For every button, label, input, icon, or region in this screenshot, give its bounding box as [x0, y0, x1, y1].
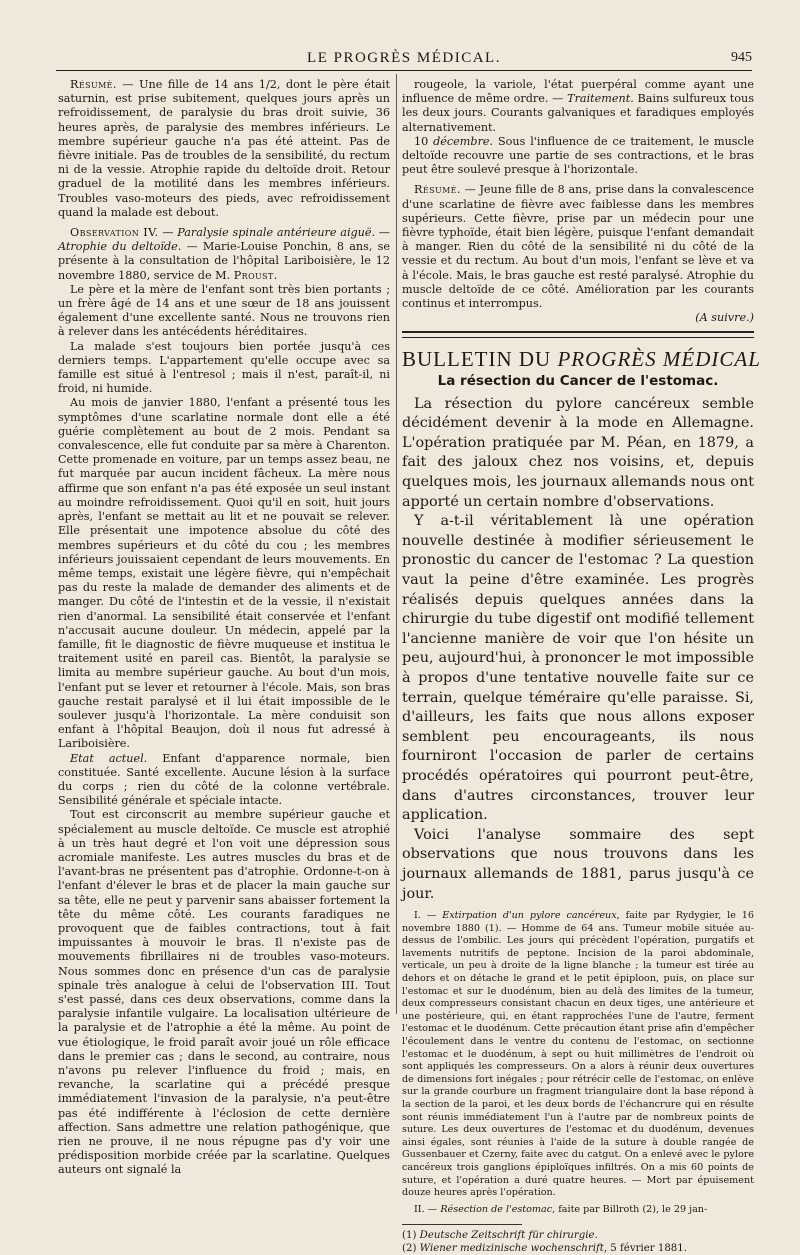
- resume2-text: — Jeune fille de 8 ans, prise dans la convalescence d'une scarlatine de fièvre avec faiblesse dans les membres supérieurs. Cette fièvre, prise par un médecin pour une fièvre typhoïde, était bien légère, puisque l'enfant demandait à manger. Rien du côté de la sensibilité ni du côté de la vessie et du rectum. Au bout d'un mois, l'enfant se lève et va à l'école. Mais, le bras gauche est resté paralysé. Atrophie du muscle deltoïde de ce côté. Amélioration par les courants continus et interrompus.: [402, 183, 754, 311]
- observation-author: Proust: [233, 268, 274, 282]
- footnote-2-source: Wiener medizinische wochenschrift: [419, 1243, 604, 1255]
- bulletin-prefix: BULLETIN DU: [402, 347, 558, 372]
- observation-intro: — Marie-Louise Ponchin, 8 ans, se présente à la consultation de l'hôpital Lariboisière, le 12 novembre 1880, service de M.: [58, 240, 391, 282]
- bulletin-paragraph-1: La résection du pylore cancéreux semble décidément devenir à la mode en Allemagne. L'opération pratiquée par M. Péan, en 1879, a fait des jaloux chez nos voisins, et, depuis quelques mois, les journaux allemands nous ont apporté un certain nombre d'observations.: [402, 395, 754, 510]
- paragraph-scarlatine: Au mois de janvier 1880, l'enfant a présenté tous les symptômes d'une scarlatine normale dont elle a été guérie complètement au bout de 2 mois. Pendant sa convalescence, elle fut conduite par sa mère à Charenton. Cette promenade en voiture, par un temps assez beau, ne fut marquée par aucun incident fâcheux. La mère nous affirme que son enfant n'a pas été exposée un seul instant au moindre refroidissement. Quoi qu'il en soit, huit jours après, l'enfant se mettait au lit et ne pouvait se relever. Elle présentait une impotence absolue du côté des membres supérieurs et du côté du cou ; les membres inférieurs jouissaient cependant de leurs mouvements. En même temps, existait une légère fièvre, qui n'empêchait pas du reste la malade de demander des aliments et de manger. Du côté de l'intestin et de la vessie, il n'existait rien d'anormal. La sensibilité était conservée et l'enfant n'accusait aucune douleur. Un médecin, appelé par la famille, fit le diagnostic de fièvre muqueuse et institua le traitement usité en pareil cas. Bientôt, la paralysie se limita au membre supérieur gauche. Au bout d'un mois, l'enfant put se lever et retourner à l'école. Mais, son bras gauche restait paralysé et il lui était impossible de le soulever jusqu'à l'horizontale. La mère conduisit son enfant à l'hôpital Beaujon, doù il nous fut adressé à Lariboisière.: [58, 396, 390, 751]
- footnote-1: [402, 1229, 754, 1242]
- footnote-1-source: Deutsche Zeitschrift für chirurgie.: [419, 1230, 598, 1242]
- case-2-title: Résection de l'estomac: [440, 1203, 553, 1215]
- a-suivre: (A suivre.): [695, 311, 754, 325]
- continuation-text: rougeole, la variole, l'état puerpéral comme ayant une influence de même ordre. —: [402, 78, 754, 106]
- bulletin-paragraph-3: Voici l'analyse sommaire des sept observations que nous trouvons dans les journaux allemands de 1881, parus jusqu'à ce jour.: [402, 826, 754, 902]
- footnote-2-number: (2): [402, 1243, 420, 1255]
- observation-label: Observation IV.: [70, 226, 159, 240]
- footnote-2-date: , 5 février 1881.: [603, 1243, 688, 1255]
- resume2-paragraph: [402, 183, 754, 311]
- resume-paragraph: [58, 78, 390, 220]
- traitement-text: Bains sulfureux tous les deux jours. Courants galvaniques et faradiques employés alternativement.: [402, 92, 754, 134]
- column-divider: [396, 74, 397, 1014]
- december-day: 10: [414, 134, 434, 148]
- paragraph-deltoid: Tout est circonscrit au membre supérieur gauche et spécialement au muscle deltoïde. Ce muscle est atrophié à un très haut degré et l'on voit une dépression sous acromiale manifeste. Les autres muscles du bras et de l'avant-bras ne présentent pas d'atrophie. Ordonne-t-on à l'enfant d'élever le bras et de placer la main gauche sur sa tête, elle ne peut y parvenir sans abaisser fortement la tête du même côté. Les courants faradiques ne provoquent que de faibles contractions, tout à fait impuissantes à mouvoir le bras. Il n'existe pas de mouvements fibrillaires ni de troubles vaso-moteurs. Nous sommes donc en présence d'un cas de paralysie spinale très analogue à celui de l'observation III. Tout s'est passé, dans ces deux observations, comme dans la paralysie infantile vulgaire. La localisation ultérieure de la paralysie et de l'atrophie a été la même. Au point de vue étiologique, le froid paraît avoir joué un rôle efficace dans le premier cas ; dans le second, au contraire, nous n'avons pu relever l'influence du froid ; mais, en revanche, la scarlatine qui a précédé presque immédiatement l'invasion de la paralysie, n'a peut-être pas été indifférente à l'éclosion de cette dernière affection. Sans admettre une relation pathogénique, que rien ne prouve, il ne nous répugne pas d'y voir une prédisposition morbide créée par la scarlatine. Quelques auteurs ont signalé la: [58, 808, 390, 1177]
- resume-text: — Une fille de 14 ans 1/2, dont le père était saturnin, est prise subitement, quelques jours après un refroidissement, de paralysie du bras droit suivie, 36 heures après, de paralysie des membres inférieurs. Le membre supérieur gauche n'a pas été atteint. Pas de fièvre initiale. Pas de troubles de la sensibilité, du rectum ni de la vessie. Atrophie rapide du deltoïde droit. Retour graduel de la motilité dans les membres inférieurs. Troubles vaso-moteurs des pieds, avec refroidissement quand la malade est debout.: [58, 78, 390, 219]
- section-rule: [402, 331, 754, 338]
- footnote-rule: [402, 1224, 522, 1225]
- paragraph-family: Le père et la mère de l'enfant sont très bien portants ; un frère âgé de 14 ans et une sœur de 18 ans jouissent également d'une excellente santé. Nous ne trouvons rien à relever dans les antécédents héréditaires.: [58, 282, 390, 339]
- case-2-number: II. —: [414, 1203, 441, 1215]
- december-label: décembre: [433, 134, 490, 148]
- page-number: 945: [731, 50, 752, 65]
- etat-text: Enfant d'apparence normale, bien constituée. Santé excellente. Aucune lésion à la surface du corps ; rien du côté de la colonne vertébrale. Sensibilité générale et spéciale intacte.: [58, 751, 390, 808]
- etat-label: Etat actuel.: [70, 751, 148, 765]
- case-2-text: , faite par Billroth (2), le 29 jan-: [552, 1203, 708, 1215]
- case-1-text: — Homme de 64 ans. Tumeur mobile située au-dessus de l'ombilic. Les jours qui précèdent l'opération, purgatifs et lavements nutritifs de peptone. Incision de la paroi abdominale, verticale, un peu à droite de la ligne blanche ; la tumeur est tirée au dehors et on détache le grand et le petit épiploon, puis, on place sur l'estomac et sur le duodénum, bien au delà des limites de la tumeur, deux compresseurs consistant chacun en deux tiges, une antérieure et une postérieure, qui, en étant rapprochées l'une de l'autre, ferment l'estomac et le duodénum. Cette précaution étant prise afin d'empêcher l'écoulement dans le ventre du contenu de l'estomac, on sectionne l'estomac et le duodénum, à sept ou huit millimètres de l'endroit où sont appliqués les compresseurs. On a alors à réunir deux ouvertures de dimensions fort inégales ; pour rétrécir celle de l'estomac, on enlève sur la grande courbure un fragment triangulaire dont la base répond à la section de la paroi, et les deux bords de l'échancrure qui en résulte sont réunis immédiatement l'un à l'autre par de nombreux points de suture. Les deux ouvertures de l'estomac et du duodénum, devenues ainsi égales, sont réunies à l'aide de la suture à double rangée de Gussenbauer et Czerny, faite avec du catgut. On a enlevé avec le pylore cancéreux trois ganglions épiploïques infiltrés. On a mis 60 points de suture, et l'opération a duré quatre heures. — Mort par épuisement douze heures après l'opération.: [402, 922, 754, 1199]
- running-head: [56, 48, 752, 71]
- bulletin-paragraph-2: Y a-t-il véritablement là une opération nouvelle destinée à modifier sérieusement le pronostic du cancer de l'estomac ? La question vaut la peine d'être examinée. Les progrès réalisés depuis quelques années dans la chirurgie du tube digestif ont modifié tellement l'ancienne manière de voir que l'on hésite un peu, aujourd'hui, à prononcer le mot impossible à propos d'une tentative nouvelle faite sur ce terrain, quelque téméraire qu'elle paraisse. Si, d'ailleurs, les faits que nous allons exposer semblent peu encourageants, ils nous fourniront l'occasion de parler de certains procédés opératoires qui pourront peut-être, dans d'autres circonstances, trouver leur application.: [402, 513, 754, 824]
- case-1-number: I. —: [414, 910, 443, 922]
- paragraph-etat-actuel: [58, 752, 390, 809]
- journal-title: LE PROGRÈS MÉDICAL.: [307, 50, 501, 66]
- right-column: [402, 78, 761, 1255]
- case-1-title: Extirpation d'un pylore cancéreux: [442, 910, 617, 922]
- paragraph-history: La malade s'est toujours bien portée jusqu'à ces derniers temps. L'appartement qu'elle occupe avec sa famille est situé à l'entresol ; mais il n'est, paraît-il, ni froid, ni humide.: [58, 339, 390, 396]
- case-1-author: , faite par Rydygier, le 16 novembre 1880 (1).: [402, 910, 754, 934]
- resume-label: Résumé.: [70, 78, 117, 91]
- article-subtitle: La résection du Cancer de l'estomac.: [437, 373, 719, 390]
- traitement-label: Traitement.: [567, 92, 634, 106]
- continuation-paragraph: [402, 78, 754, 135]
- resume2-label: Résumé.: [414, 183, 461, 197]
- footnote-2: [402, 1242, 754, 1255]
- observation-title: — Paralysie spinale antérieure aiguë. — Atrophie du deltoïde.: [58, 226, 390, 254]
- observation-intro-end: .: [273, 268, 278, 282]
- bulletin-italic: PROGRÈS MÉDICAL: [557, 347, 761, 372]
- case-2: [402, 1204, 754, 1217]
- case-1: [402, 910, 754, 1200]
- december-text: . Sous l'influence de ce traitement, le muscle deltoïde recouvre une partie de ses contractions, et le bras peut être soulevé presque à l'horizontale.: [402, 134, 754, 177]
- december-paragraph: [402, 135, 754, 178]
- left-column: [58, 78, 390, 1178]
- bulletin-title: [402, 346, 761, 372]
- footnote-1-number: (1): [402, 1230, 420, 1242]
- observation-heading: [58, 226, 390, 283]
